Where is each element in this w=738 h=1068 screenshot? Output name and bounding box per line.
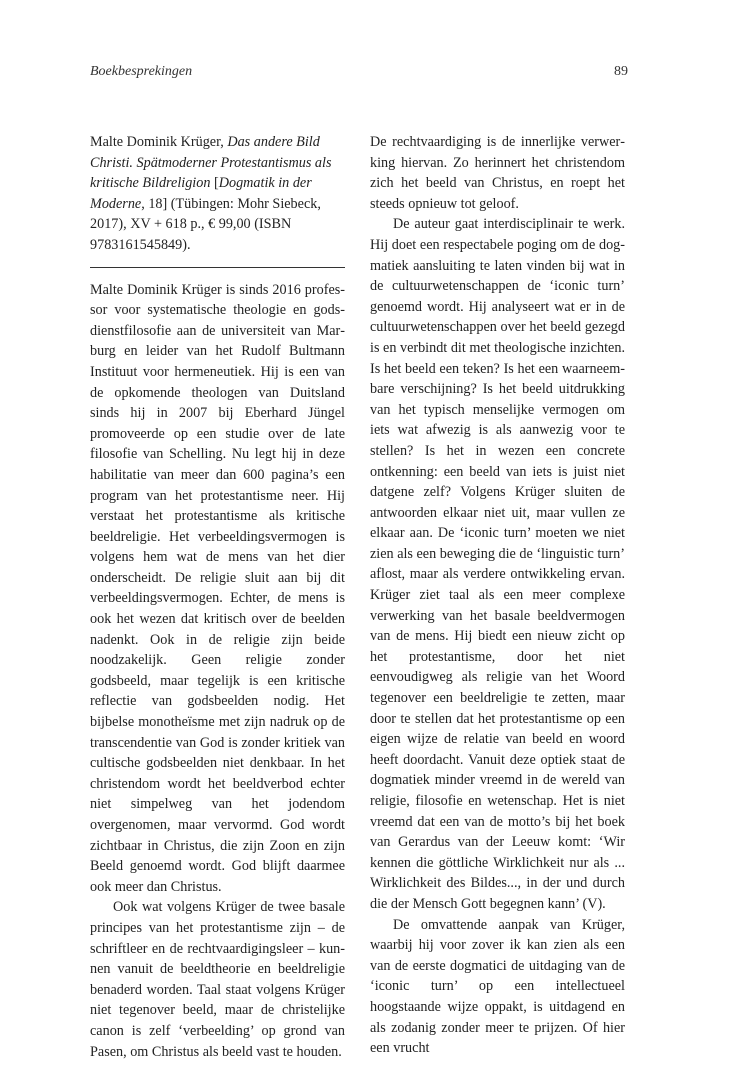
citation-title: Das andere Bild Christi. Spätmoderner Protestantismus als kritische Bildreligion <box>90 134 332 192</box>
page-number: 89 <box>614 64 628 79</box>
citation-publication-details: , 18] (Tübingen: Mohr Siebeck, 2017), XV + 618 p., € 99,00 (ISBN 9783161545849). <box>90 195 321 253</box>
review-paragraph-2: Ook wat volgens Krüger de twee basale principes van het protestantisme zijn – de schriftleer en de rechtvaardigingsleer – kunnen vanuit de beeldtheorie en beeldreligie benaderd worden. Taal staat volgens Krüger niet tegenover beeld, maar de christelijke canon is zelf ‘verbeelding’ op grond van Pasen, om Christus als beeld vast te houden. <box>90 899 345 1060</box>
book-citation <box>90 132 345 256</box>
review-paragraph-4: De auteur gaat interdisciplinair te werk. Hij doet een respectabele poging om de dogmatiek aansluiting te laten vinden bij wat in de cultuurwetenschappen de ‘iconic turn’ genoemd wordt. Hij analyseert wat er in de cultuurwetenschappen over het beeld gezegd is en verbindt dit met theologische inzichten. Is het beeld een teken? Is het een waarneembare verschijning? Is het beeld uitdrukking van het typisch menselijke vermogen om iets wat afwezig is als aanwezig voor te stellen? Is het in wezen een concrete ontkenning: een beeld van iets is juist niet datgene zelf? Volgens Krüger sluiten de antwoorden elkaar niet uit, maar vullen ze elkaar aan. De ‘iconic turn’ moeten we niet zien als een beweging die de ‘linguistic turn’ aflost, maar als verdere ontwikkeling ervan. Krüger ziet taal als een meer complexe verwerking van het basale beeldvermogen van de mens. Hij biedt een nieuw zicht op het protestantisme, door het niet eenvoudigweg als religie van het Woord tegenover een beeldreligie te zetten, maar door te stellen dat het protestantisme op een eigen wijze de relatie van beeld en woord heeft doordacht. Vanuit deze optiek staat de dogmatiek minder vreemd in de wereld van religie, filosofie en wetenschap. Het is niet vreemd dat een van de motto’s bij het boek van Gerardus van der Leeuw komt: ‘Wir kennen die göttliche Wirklichkeit nur als ... Wirklichkeit des Bildes..., in der und durch die der Mensch Gott begegnen kann’ (V). <box>370 216 625 912</box>
review-paragraph-5: De omvattende aanpak van Krüger, waarbij hij voor zover ik kan zien als een van de eerste dogmatici de uitdaging van de ‘iconic turn’ op een intellectueel hoogstaande wijze oppakt, is uitdagend en als zodanig zonder meer te prijzen. Of hier een vrucht <box>370 916 625 1057</box>
review-paragraph-3: De rechtvaardiging is de innerlijke verwerking hiervan. Zo herinnert het christendom zich het beeld van Christus, en roept het steeds opnieuw tot geloof. <box>370 134 625 212</box>
citation-divider <box>90 267 345 268</box>
right-column <box>370 132 625 1059</box>
citation-series: Dogmatik in der Moderne <box>90 175 312 212</box>
citation-author: Malte Dominik Krüger, <box>90 134 228 150</box>
running-title: Boekbesprekingen <box>90 64 193 79</box>
review-paragraph-1: Malte Dominik Krüger is sinds 2016 professor voor systematische theologie en godsdienstfilosofie aan de universiteit van Marburg en leider van het Rudolf Bultmann Instituut voor hermeneutiek. Hij is een van de opkomende theologen van Duitsland sinds hij in 2007 bij Eberhard Jüngel promoveerde op een studie over de late filosofie van Schelling. Nu legt hij in deze habilitatie van meer dan 600 pagina’s een program van het protestantisme neer. Hij verstaat het protestantisme als kritische beeldreligie. Het verbeeldingsvermogen is volgens hem wat de mens van het dier onderscheidt. De religie sluit aan bij dit verbeeldingsvermogen. Echter, de mens is ook het wezen dat kritisch over de beelden nadenkt. Ook in de religie zijn beide noodzakelijk. Geen religie zonder godsbeeld, maar tegelijk is een kritische reflectie van godsbeelden nodig. Het bijbelse monotheïsme met zijn nadruk op de transcendentie van God is zonder kritiek van cultische godsbeelden niet denkbaar. In het christendom wordt het beeldverbod echter niet simpelweg van het jodendom overgenomen, maar vervormd. God wordt zichtbaar in Christus, die zijn Zoon en zijn Beeld genoemd wordt. God blijft daarmee ook meer dan Christus. <box>90 281 345 895</box>
left-column <box>90 132 345 1062</box>
citation-series-open: [ <box>210 175 219 192</box>
